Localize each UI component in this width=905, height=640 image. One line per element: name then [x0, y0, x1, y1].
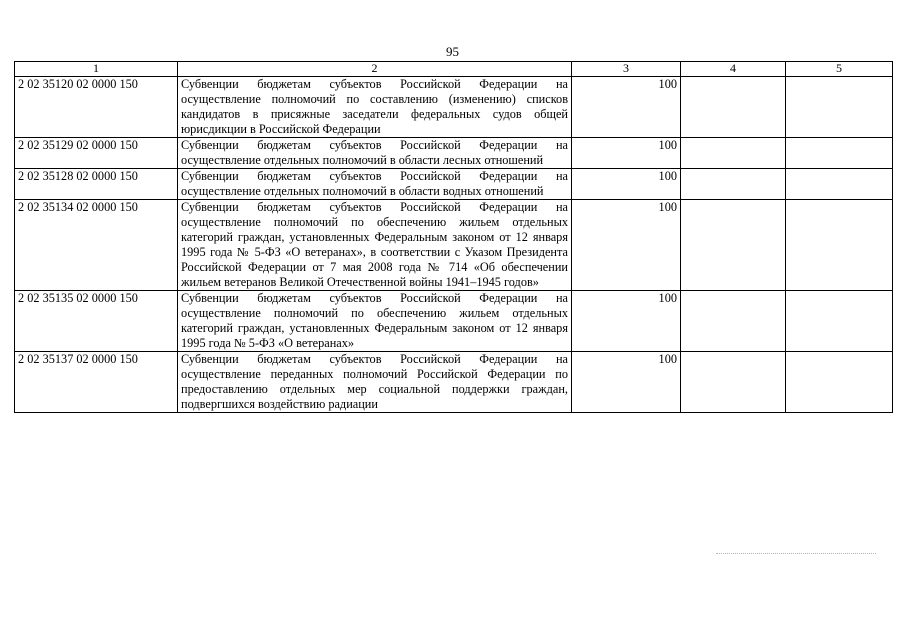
- row-col4: [681, 291, 786, 352]
- row-amount: 100: [572, 200, 681, 291]
- row-col5: [786, 77, 893, 138]
- row-description: Субвенции бюджетам субъектов Российской Федерации на осуществление отдельных полномочий в области лесных отношений: [178, 138, 572, 169]
- header-col-1: 1: [15, 62, 178, 77]
- scan-artifact: [716, 553, 876, 557]
- row-col4: [681, 352, 786, 413]
- row-code: 2 02 35129 02 0000 150: [15, 138, 178, 169]
- header-col-3: 3: [572, 62, 681, 77]
- row-col4: [681, 169, 786, 200]
- header-col-2: 2: [178, 62, 572, 77]
- table-row: [15, 200, 893, 291]
- row-code: 2 02 35134 02 0000 150: [15, 200, 178, 291]
- row-col4: [681, 138, 786, 169]
- row-description: Субвенции бюджетам субъектов Российской Федерации на осуществление полномочий по обеспечению жильем отдельных категорий граждан, установленных Федеральным законом от 12 января 1995 года № 5-ФЗ «О ветеранах»: [178, 291, 572, 352]
- row-code: 2 02 35137 02 0000 150: [15, 352, 178, 413]
- row-description: Субвенции бюджетам субъектов Российской Федерации на осуществление полномочий по составлению (изменению) списков кандидатов в присяжные заседатели федеральных судов общей юрисдикции в Российской Федерации: [178, 77, 572, 138]
- table-row: [15, 291, 893, 352]
- row-amount: 100: [572, 169, 681, 200]
- row-code: 2 02 35128 02 0000 150: [15, 169, 178, 200]
- header-row: [15, 62, 893, 77]
- row-description: Субвенции бюджетам субъектов Российской Федерации на осуществление отдельных полномочий в области водных отношений: [178, 169, 572, 200]
- row-col4: [681, 77, 786, 138]
- page-number: 95: [446, 44, 459, 59]
- row-description: Субвенции бюджетам субъектов Российской Федерации на осуществление переданных полномочий Российской Федерации по предоставлению отдельных мер социальной поддержки граждан, подвергшихся воздействию радиации: [178, 352, 572, 413]
- row-col5: [786, 200, 893, 291]
- row-col5: [786, 291, 893, 352]
- table-row: [15, 138, 893, 169]
- row-description: Субвенции бюджетам субъектов Российской Федерации на осуществление полномочий по обеспечению жильем отдельных категорий граждан, установленных Федеральным законом от 12 января 1995 года № 5-ФЗ «О ветеранах», в соответствии с Указом Президента Российской Федерации от 7 мая 2008 года № 714 «Об обеспечении жильем ветеранов Великой Отечественной войны 1941–1945 годов»: [178, 200, 572, 291]
- row-amount: 100: [572, 77, 681, 138]
- table-row: [15, 169, 893, 200]
- row-amount: 100: [572, 291, 681, 352]
- table-row: [15, 77, 893, 138]
- header-col-4: 4: [681, 62, 786, 77]
- row-col5: [786, 138, 893, 169]
- row-col5: [786, 169, 893, 200]
- row-code: 2 02 35120 02 0000 150: [15, 77, 178, 138]
- header-col-5: 5: [786, 62, 893, 77]
- budget-table: [14, 61, 893, 413]
- table-row: [15, 352, 893, 413]
- row-amount: 100: [572, 138, 681, 169]
- row-col4: [681, 200, 786, 291]
- row-col5: [786, 352, 893, 413]
- row-amount: 100: [572, 352, 681, 413]
- row-code: 2 02 35135 02 0000 150: [15, 291, 178, 352]
